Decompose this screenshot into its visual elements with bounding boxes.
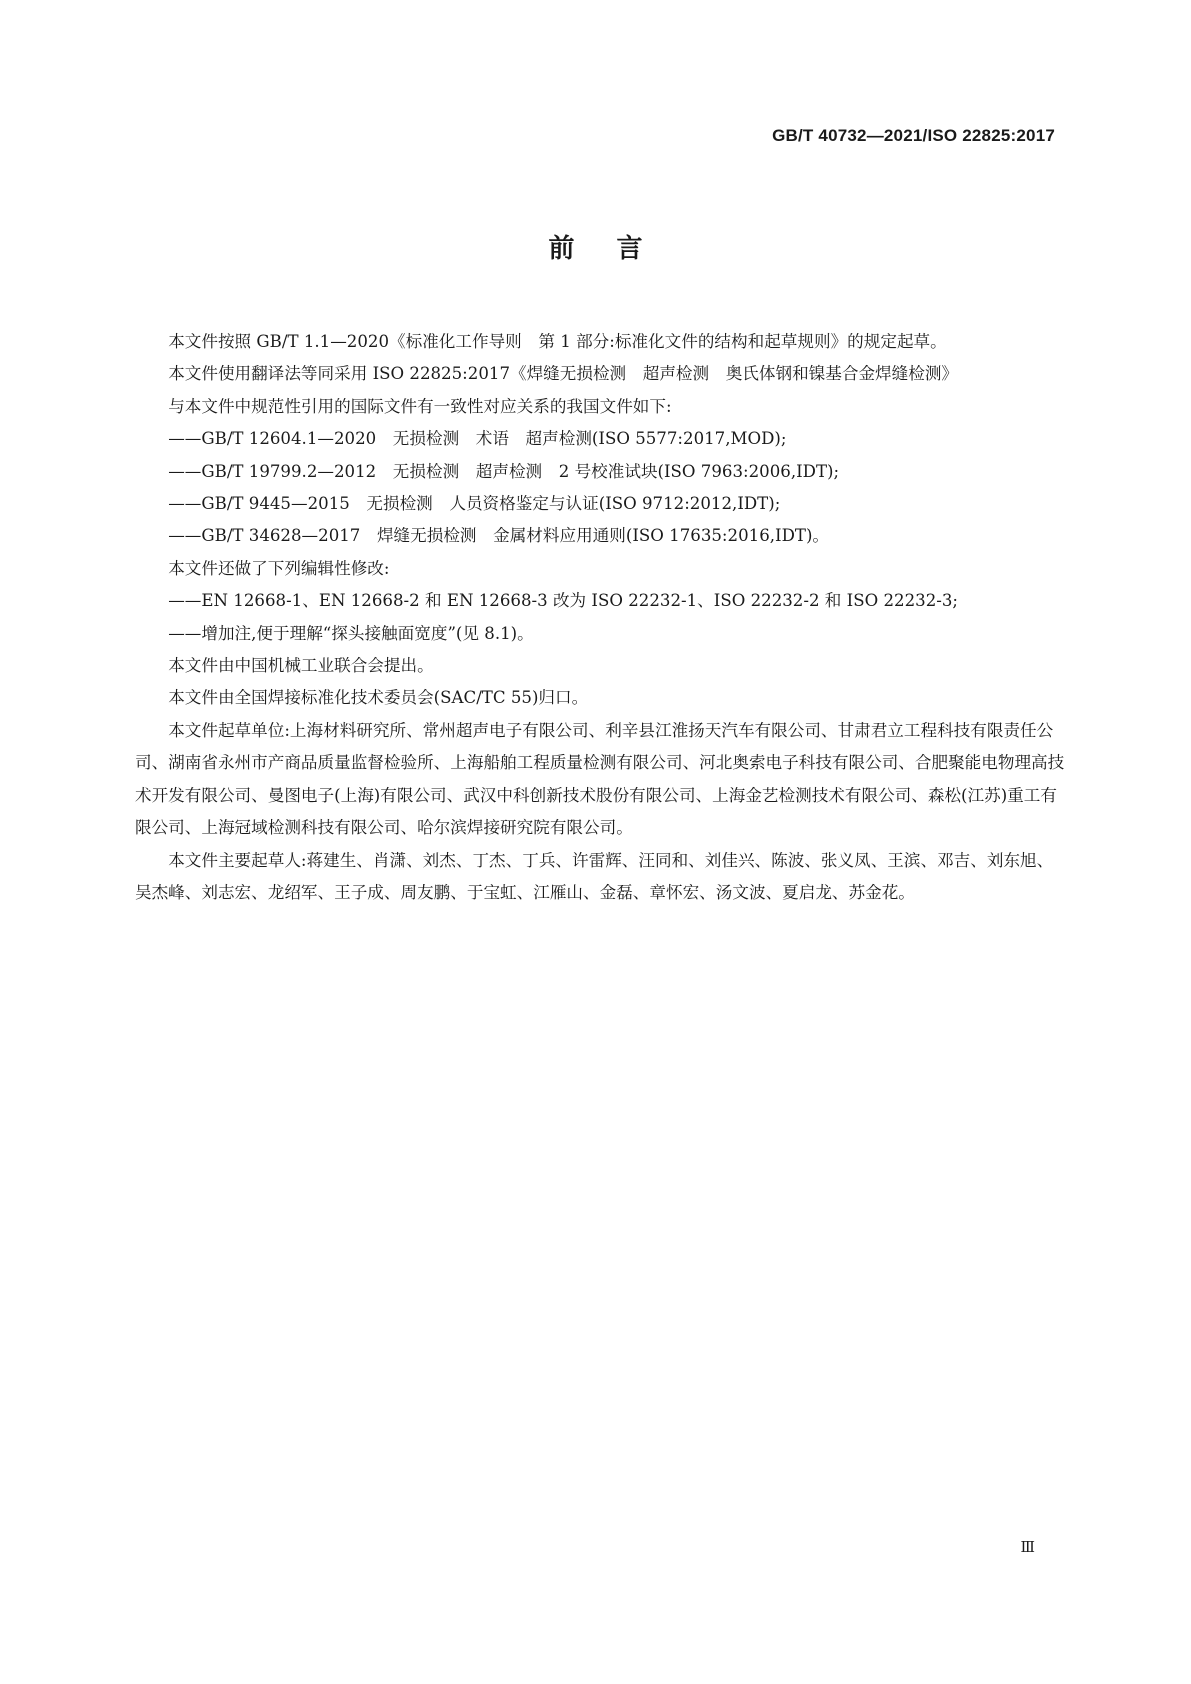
list-item: ——GB/T 12604.1—2020 无损检测 术语 超声检测(ISO 5577:2017,MOD); [168,429,787,449]
paragraph-proposer: 本文件由中国机械工业联合会提出。 [168,656,434,676]
edit-list [135,585,1066,650]
reference-list [135,423,1066,553]
page-number: Ⅲ [1020,1538,1035,1556]
paragraph-drafting-rules: 本文件按照 GB/T 1.1—2020《标准化工作导则 第 1 部分:标准化文件的结构和起草规则》的规定起草。 [168,332,947,351]
paragraph-adoption: 本文件使用翻译法等同采用 ISO 22825:2017《焊缝无损检测 超声检测 奥氏体钢和镍基合金焊缝检测》 [168,364,959,384]
list-item: ——增加注,便于理解“探头接触面宽度”(见 8.1)。 [168,623,534,643]
paragraph-drafting-units: 本文件起草单位:上海材料研究所、常州超声电子有限公司、利辛县江淮扬天汽车有限公司、甘肃君立工程科技有限责任公司、湖南省永州市产商品质量监督检验所、上海船舶工程质量检测有限公司、河北奥索电子科技有限公司、合肥聚能电物理高技术开发有限公司、曼图电子(上海)有限公司、武汉中科创新技术股份有限公司、上海金艺检测技术有限公司、森松(江苏)重工有限公司、上海冠域检测科技有限公司、哈尔滨焊接研究院有限公司。 [135,720,1065,838]
document-number: GB/T 40732—2021/ISO 22825:2017 [772,126,1055,145]
paragraph-edit-intro: 本文件还做了下列编辑性修改: [168,558,390,578]
paragraph-reference-intro: 与本文件中规范性引用的国际文件有一致性对应关系的我国文件如下: [168,396,672,416]
list-item: ——GB/T 9445—2015 无损检测 人员资格鉴定与认证(ISO 9712:2012,IDT); [168,494,781,514]
list-item: ——EN 12668-1、EN 12668-2 和 EN 12668-3 改为 ISO 22232-1、ISO 22232-2 和 ISO 22232-3; [168,591,959,611]
paragraph-drafters: 本文件主要起草人:蒋建生、肖潇、刘杰、丁杰、丁兵、许雷辉、汪同和、刘佳兴、陈波、张义凤、王滨、邓吉、刘东旭、吴杰峰、刘志宏、龙绍军、王子成、周友鹏、于宝虹、江雁山、金磊、章怀宏、汤文波、夏启龙、苏金花。 [135,850,1054,902]
page-title: 前言 [548,234,685,264]
document-body [135,326,1066,909]
list-item: ——GB/T 19799.2—2012 无损检测 超声检测 2 号校准试块(ISO 7963:2006,IDT); [168,461,840,481]
paragraph-centralized: 本文件由全国焊接标准化技术委员会(SAC/TC 55)归口。 [168,688,589,708]
list-item: ——GB/T 34628—2017 焊缝无损检测 金属材料应用通则(ISO 17635:2016,IDT)。 [168,526,830,546]
